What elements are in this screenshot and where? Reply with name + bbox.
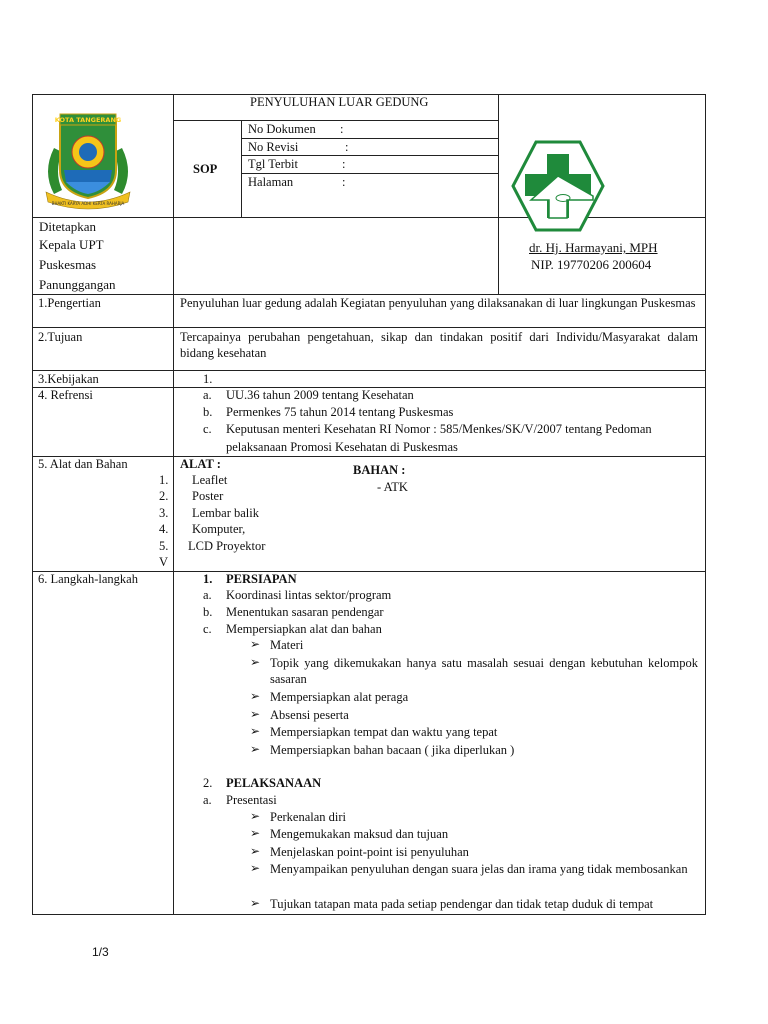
step-marker: c. [203, 622, 212, 636]
ref-marker: a. [203, 388, 212, 402]
city-logo [40, 112, 136, 212]
sub-item: Perkenalan diri [270, 810, 347, 824]
alat-item: Lembar balik [192, 506, 259, 520]
ref-item-cont: pelaksanaan Promosi Kesehatan di Puskesmas [226, 440, 458, 454]
alat-num: 1. [159, 473, 169, 487]
alat-num: 4. [159, 522, 169, 536]
row-line [32, 327, 705, 328]
arrow-bullet-icon: ➢ [250, 689, 261, 703]
sub-item: Topik yang dikemukakan hanya satu masalah sesuai dengan kebutuhan kelompok sasaran [270, 656, 698, 686]
pelaksanaan-num: 2. [203, 776, 213, 790]
step-marker: b. [203, 605, 213, 619]
puskesmas-logo [511, 140, 605, 232]
alat-title: ALAT : [180, 457, 221, 471]
alat-num: 3. [159, 506, 169, 520]
bahan-item: - ATK [377, 480, 408, 494]
sub-item: Materi [270, 638, 304, 652]
doc-field-sep: : [342, 157, 346, 171]
alat-num: 5. [159, 539, 169, 553]
doc-field-label: No Dokumen [248, 122, 316, 136]
alat-num: 2. [159, 489, 169, 503]
doc-field-sep: : [340, 122, 344, 136]
sub-item: Absensi peserta [270, 708, 349, 722]
step-item: Menentukan sasaran pendengar [226, 605, 384, 619]
row-line [32, 456, 705, 457]
arrow-bullet-icon: ➢ [250, 655, 261, 669]
sop-label: SOP [193, 162, 218, 176]
pengertian-text: Penyuluhan luar gedung adalah Kegiatan penyuluhan yang dilaksanakan di luar lingkungan Puskesmas [180, 296, 696, 310]
doc-field-sep: : [345, 140, 349, 154]
persiapan-num: 1. [203, 572, 213, 586]
persiapan-title: PERSIAPAN [226, 572, 297, 586]
header-line [173, 120, 499, 121]
pelaksanaan-title: PELAKSANAAN [226, 776, 322, 790]
approval-line: Panunggangan [39, 277, 116, 292]
step-item: Mempersiapkan alat dan bahan [226, 622, 382, 636]
sub-item: Mempersiapkan bahan bacaan ( jika diperlukan ) [270, 743, 515, 757]
step-item: Presentasi [226, 793, 277, 807]
arrow-bullet-icon: ➢ [250, 637, 261, 651]
logo-text: KOTA TANGERANG [54, 116, 122, 124]
signatory-nip: NIP. 19770206 200604 [531, 257, 652, 272]
alat-item: Leaflet [192, 473, 228, 487]
sub-item: Mempersiapkan alat peraga [270, 690, 409, 704]
sop-divider [241, 120, 242, 217]
approval-line: Kepala UPT [39, 237, 104, 252]
doc-field-sep: : [342, 175, 346, 189]
arrow-bullet-icon: ➢ [250, 724, 261, 738]
section-label-tujuan: 2.Tujuan [38, 330, 83, 344]
kebijakan-num: 1. [203, 372, 213, 386]
arrow-bullet-icon: ➢ [250, 809, 261, 823]
arrow-bullet-icon: ➢ [250, 861, 261, 875]
page-number: 1/3 [92, 945, 109, 959]
arrow-bullet-icon: ➢ [250, 844, 261, 858]
signatory-name: dr. Hj. Harmayani, MPH [529, 240, 658, 255]
section-label-referensi: 4. Refrensi [38, 388, 93, 402]
ref-item: UU.36 tahun 2009 tentang Kesehatan [226, 388, 414, 402]
step-marker: a. [203, 588, 212, 602]
logo-motto: BHAKTI KARYA ADHI KERTA RAHARJA [51, 201, 125, 206]
approval-line: Ditetapkan [39, 219, 97, 234]
doc-field-label: No Revisi [248, 140, 299, 154]
alat-item: LCD Proyektor [188, 539, 266, 553]
tujuan-text: Tercapainya perubahan pengetahuan, sikap dan tindakan positif dari Individu/Masyarakat dalam bidang kesehatan [180, 330, 698, 360]
approval-line: Puskesmas [39, 257, 97, 272]
section-label-alat: 5. Alat dan Bahan [38, 457, 128, 471]
section-label-pengertian: 1.Pengertian [38, 296, 101, 310]
arrow-bullet-icon: ➢ [250, 707, 261, 721]
sub-item: Mempersiapkan tempat dan waktu yang tepat [270, 725, 498, 739]
bahan-title: BAHAN : [353, 463, 406, 477]
ref-item: Permenkes 75 tahun 2014 tentang Puskesmas [226, 405, 454, 419]
arrow-bullet-icon: ➢ [250, 896, 261, 910]
ref-item: Keputusan menteri Kesehatan RI Nomor : 585/Menkes/SK/V/2007 tentang Pedoman [226, 422, 652, 436]
section-label-kebijakan: 3.Kebijakan [38, 372, 99, 386]
col-divider-right [498, 94, 499, 294]
alat-item: Poster [192, 489, 224, 503]
step-item: Koordinasi lintas sektor/program [226, 588, 392, 602]
arrow-bullet-icon: ➢ [250, 826, 261, 840]
doc-field-label: Halaman [248, 175, 294, 189]
alat-item: Komputer, [192, 522, 246, 536]
ref-marker: c. [203, 422, 212, 436]
sub-item: Menjelaskan point-point isi penyuluhan [270, 845, 469, 859]
step-marker: a. [203, 793, 212, 807]
doc-field-label: Tgl Terbit [248, 157, 298, 171]
sub-item: Mengemukakan maksud dan tujuan [270, 827, 449, 841]
section-label-langkah: 6. Langkah-langkah [38, 572, 138, 586]
document-title: PENYULUHAN LUAR GEDUNG [250, 95, 429, 109]
row-line [32, 370, 705, 371]
arrow-bullet-icon: ➢ [250, 742, 261, 756]
sub-item: Tujukan tatapan mata pada setiap pendengar dan tidak tetap duduk di tempat [270, 897, 654, 911]
sub-item: Menyampaikan penyuluhan dengan suara jelas dan irama yang tidak membosankan [270, 862, 688, 876]
ref-marker: b. [203, 405, 213, 419]
alat-num: V [159, 555, 169, 569]
